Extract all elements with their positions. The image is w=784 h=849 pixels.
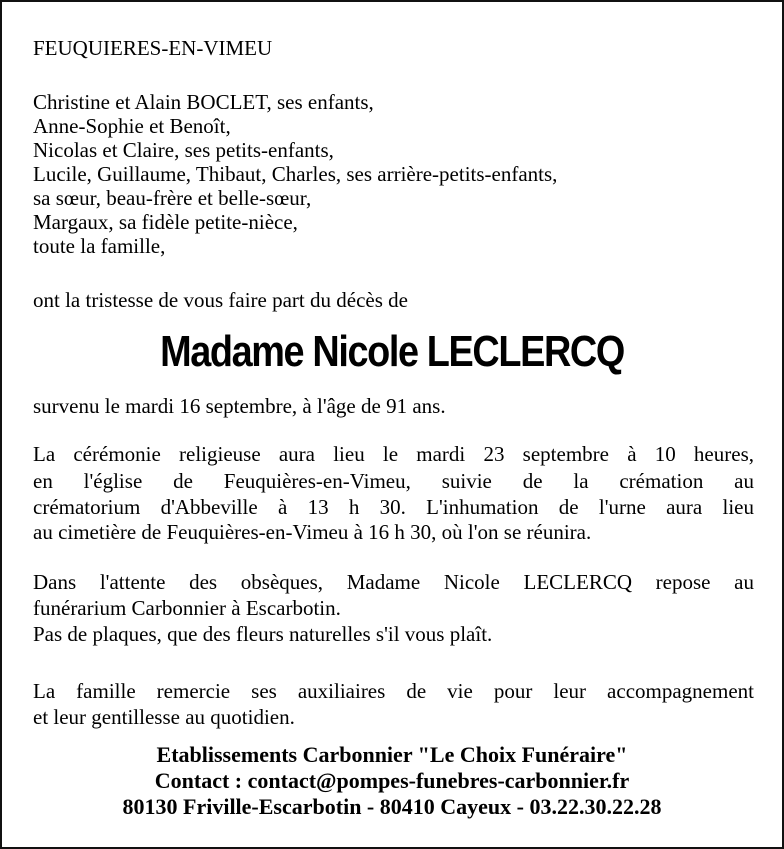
family-line: toute la famille, — [33, 234, 166, 258]
flowers-note: Pas de plaques, que des fleurs naturelles s'il vous plaît. — [33, 622, 493, 646]
family-line: Anne-Sophie et Benoît, — [33, 114, 231, 138]
family-line: sa sœur, beau-frère et belle-sœur, — [33, 186, 312, 210]
family-line: Lucile, Guillaume, Thibaut, Charles, ses arrière-petits-enfants, — [33, 162, 558, 186]
family-line: Nicolas et Claire, ses petits-enfants, — [33, 138, 334, 162]
family-line: Margaux, sa fidèle petite-nièce, — [33, 210, 298, 234]
death-info: survenu le mardi 16 septembre, à l'âge de 91 ans. — [33, 394, 446, 418]
rest-line: Dans l'attente des obsèques, Madame Nicole LECLERCQ repose au — [33, 570, 754, 594]
rest-line: funérarium Carbonnier à Escarbotin. — [33, 596, 341, 620]
ceremony-line: crématorium d'Abbeville à 13 h 30. L'inhumation de l'urne aura lieu — [33, 495, 754, 519]
announcement-text: ont la tristesse de vous faire part du décès de — [33, 288, 408, 312]
location-heading: FEUQUIERES-EN-VIMEU — [33, 36, 273, 60]
thanks-line: La famille remercie ses auxiliaires de vie pour leur accompagnement — [33, 679, 754, 703]
footer-contact: Contact : contact@pompes-funebres-carbonnier.fr — [154, 768, 630, 793]
ceremony-line: La cérémonie religieuse aura lieu le mardi 23 septembre à 10 heures, — [33, 442, 754, 466]
footer-company: Etablissements Carbonnier "Le Choix Funéraire" — [156, 742, 628, 767]
ceremony-line: au cimetière de Feuquières-en-Vimeu à 16 h 30, où l'on se réunira. — [33, 520, 592, 544]
ceremony-line: en l'église de Feuquières-en-Vimeu, suivie de la crémation au — [33, 469, 754, 493]
family-line: Christine et Alain BOCLET, ses enfants, — [33, 90, 374, 114]
footer-address: 80130 Friville-Escarbotin - 80410 Cayeux - 03.22.30.22.28 — [122, 794, 662, 819]
deceased-name: Madame Nicole LECLERCQ — [160, 327, 624, 376]
thanks-line: et leur gentillesse au quotidien. — [33, 705, 295, 729]
